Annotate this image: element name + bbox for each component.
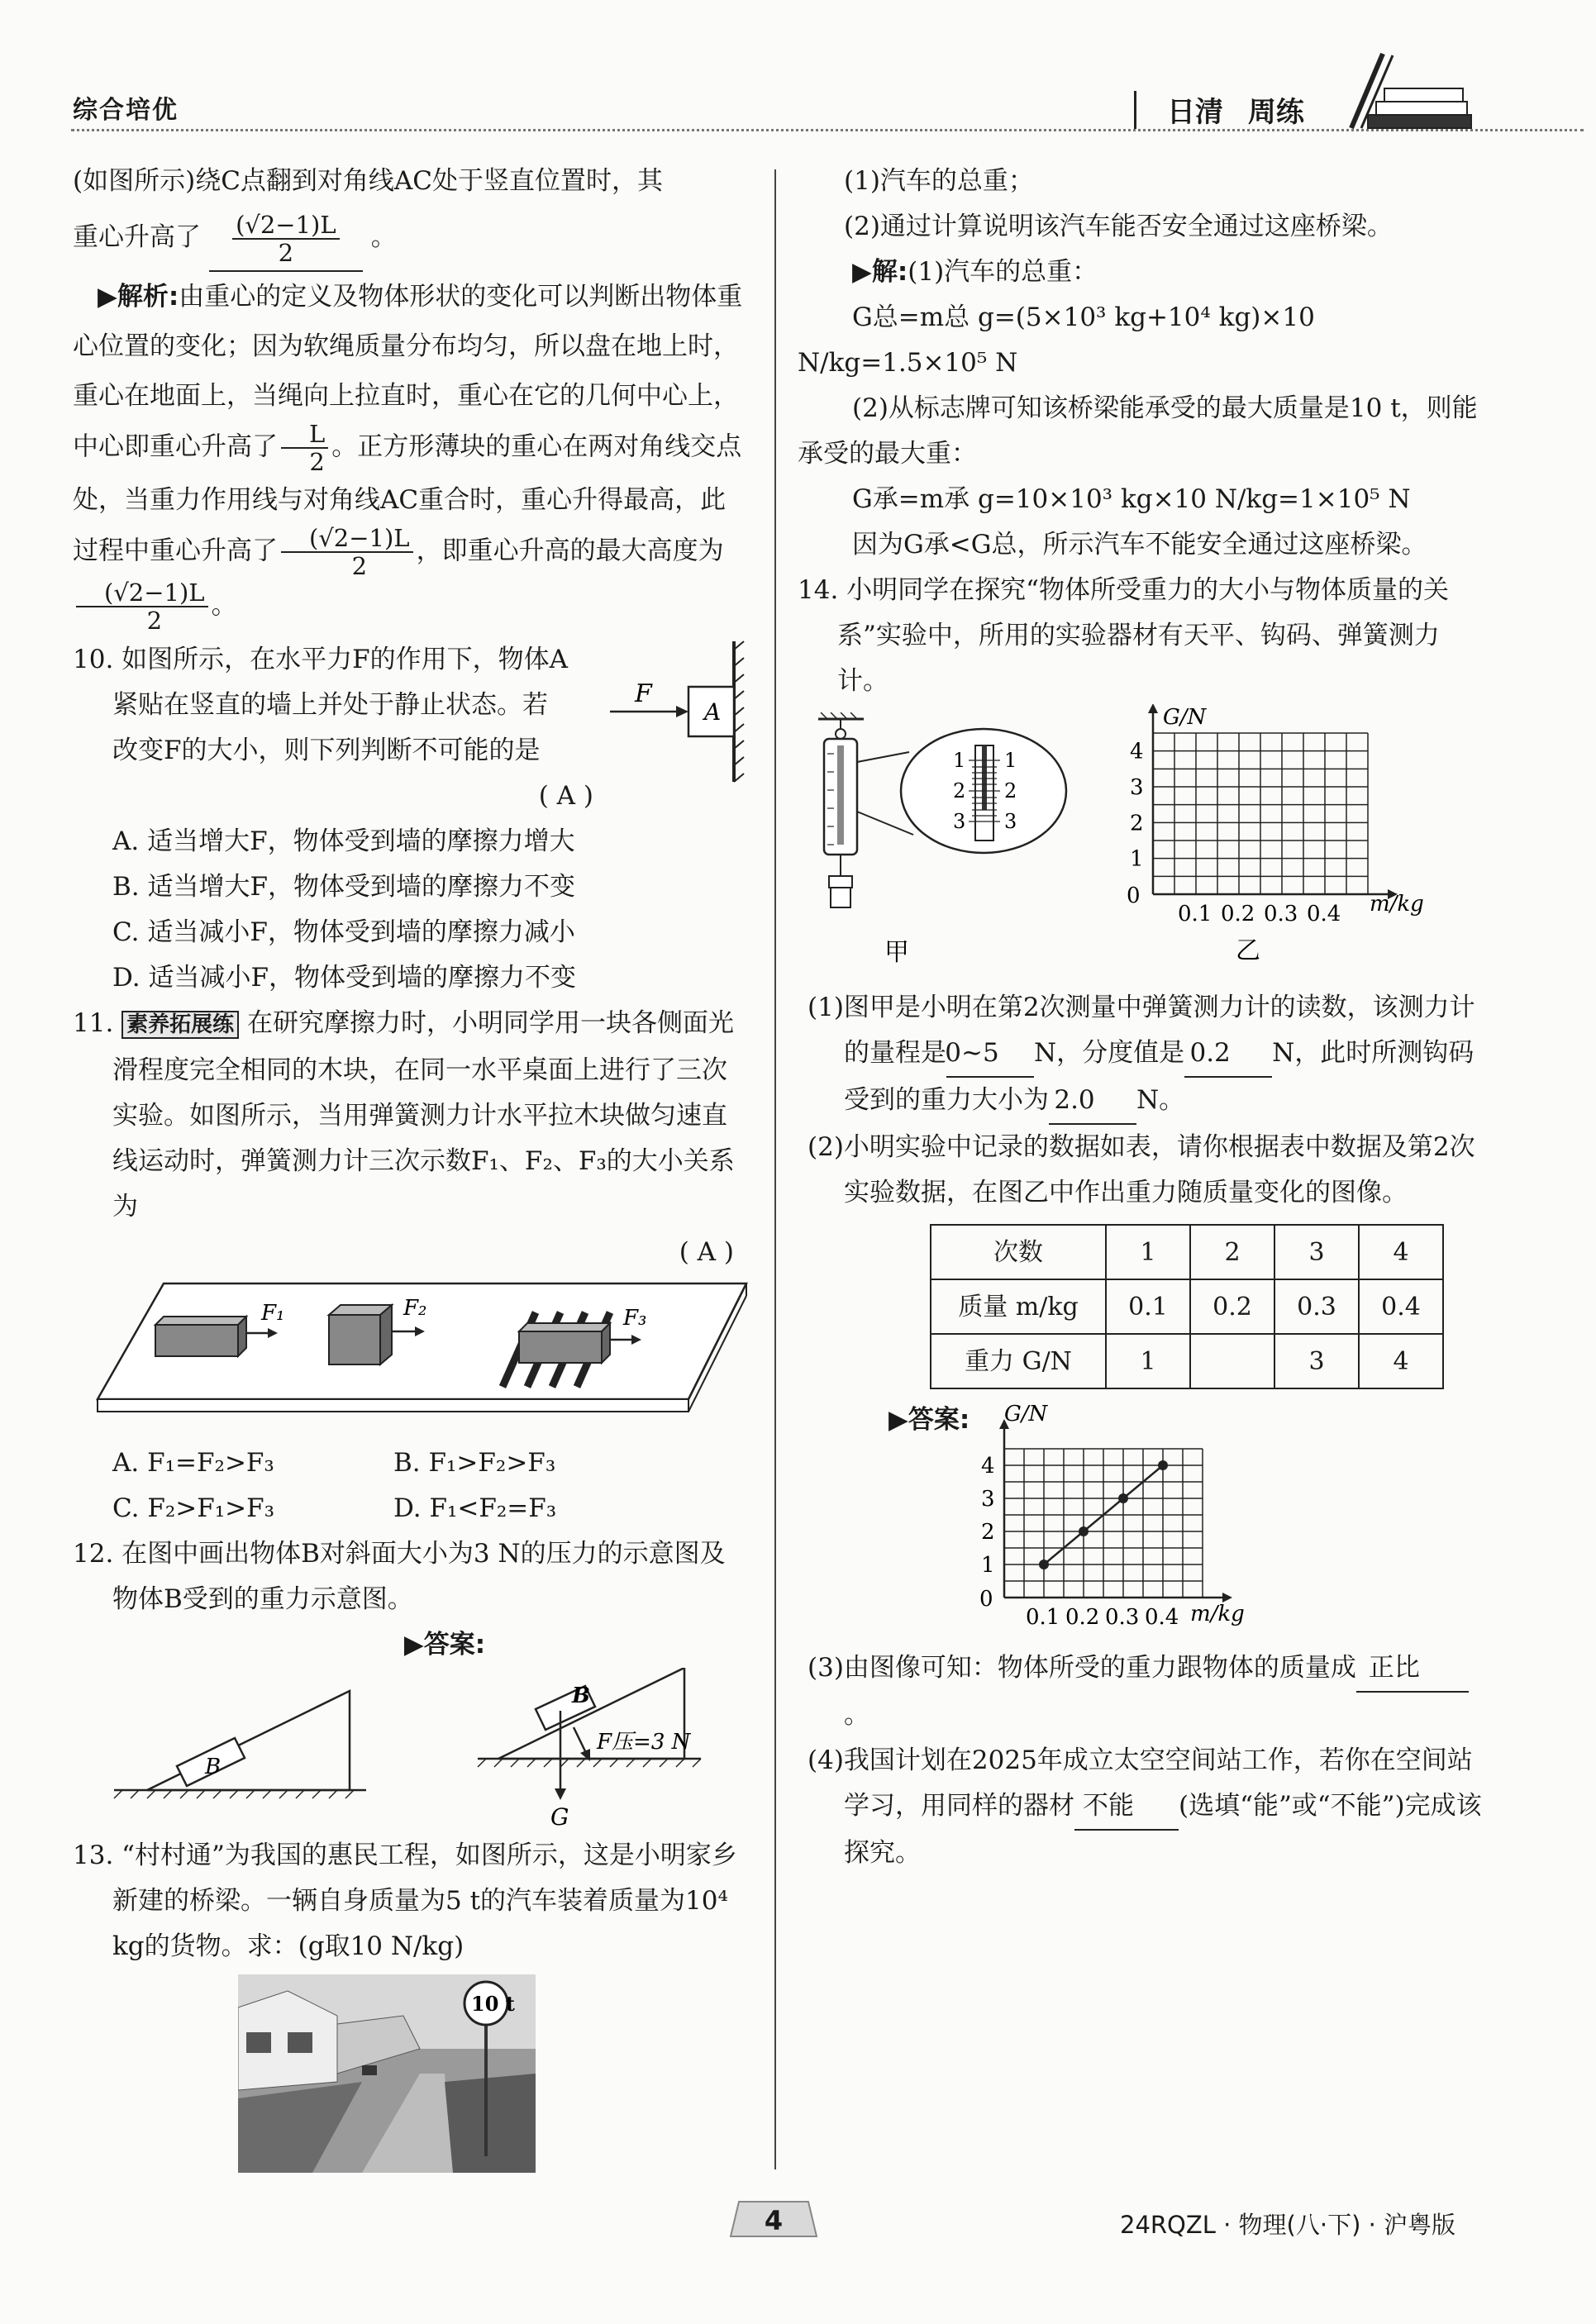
q14-yi-ylabel: G/N: [1163, 705, 1207, 730]
q10-stem-1: 10. 如图所示，在水平力F的作用下，物体A: [73, 645, 569, 674]
q14-yi-origin: 0: [1127, 883, 1141, 908]
svg-text:1: 1: [953, 749, 966, 772]
q12-right-block-label: B: [572, 1683, 590, 1708]
q13-solution-line4: G承=m承 g=10×10³ kg×10 N/kg=1×10⁵ N: [852, 484, 1411, 514]
footer-series: 24RQZL · 物理(八·下) · 沪粤版: [1120, 2211, 1456, 2239]
table-row: 次数 1 2 3 4: [931, 1225, 1443, 1279]
q10-force-label: F: [635, 679, 652, 708]
svg-text:3: 3: [1004, 810, 1017, 833]
q10-option-a: A. 适当增大F，物体受到墙的摩擦力增大: [112, 826, 575, 856]
svg-text:2: 2: [953, 779, 966, 802]
svg-text:1: 1: [1004, 749, 1017, 772]
q14-figures: [798, 704, 1484, 985]
q14-proportional-answer: 正比: [1356, 1645, 1469, 1693]
q14-ans-x-tick: 0.3: [1105, 1605, 1140, 1630]
column-divider: [774, 169, 776, 2169]
q12-incline-figure: [73, 1668, 750, 1833]
q14-ans-y-tick: 1: [981, 1553, 995, 1578]
q14-space-answer: 不能: [1074, 1783, 1179, 1831]
table-row: 重力 G/N 1 3 4: [931, 1334, 1443, 1388]
analysis-label: ▶解析:: [98, 282, 179, 312]
q9-analysis: ▶解析:由重心的定义及物体形状的变化可以判断出物体重心位置的变化；因为软绳质量分布均匀，所以盘在地上时，重心在地面上，当绳向上拉直时，重心在它的几何中心上，中心即重心升高了 $\frac{L}{2}$ 。正方形薄块的重心在两对角线交点处，当重力作用线与对角线AC重合时，重心升得最高，此过程中重心升高了 $\frac{(√2-1)L}{2}$ ，即重心升高的最大高度为 $\frac{(√2-1)L}{2}$ 。: [73, 282, 743, 635]
q14-ans-y-tick: 3: [981, 1487, 995, 1512]
q14-yi-y-tick: 4: [1130, 739, 1144, 764]
right-column: [798, 159, 1484, 1876]
page-number: 4: [764, 2205, 784, 2236]
q11-friction-figure: [73, 1275, 750, 1441]
q14-part1: (1)图甲是小明在第2次测量中弹簧测力计的读数，该测力计的量程是0~5 N，分度值是 0.2 N，此时所测钩码受到的重力大小为 2.0 N。: [798, 985, 1484, 1125]
q12-stem: 12. 在图中画出物体B对斜面大小为3 N的压力的示意图及物体B受到的重力示意图。: [73, 1539, 726, 1614]
q14-answer-label: ▶答案:: [889, 1405, 970, 1435]
q11-tag: 素养拓展练: [121, 1011, 239, 1039]
q14-yi-x-tick: 0.4: [1307, 902, 1341, 926]
q14-ans-data-point: [1079, 1526, 1089, 1536]
q11-option-a: A. F₁=F₂>F₃: [112, 1448, 274, 1478]
q12-left-block-label: B: [205, 1755, 222, 1779]
svg-text:3: 3: [953, 810, 966, 833]
q14-data-table: [930, 1224, 1444, 1389]
q14-stem: 14. 小明同学在探究“物体所受重力的大小与物体质量的关系”实验中，所用的实验器材有天平、钩码、弹簧测力计。: [798, 575, 1449, 696]
q12-block: [73, 1531, 750, 1833]
q14-yi-x-tick: 0.2: [1221, 902, 1255, 926]
q13-bridge-photo: [238, 1974, 536, 2173]
q14-range-answer: 0~5: [946, 1031, 1034, 1078]
q14-ans-y-tick: 4: [981, 1454, 995, 1479]
q14-fig-yi-label: 乙: [1236, 936, 1260, 965]
q13-stem: 13. “村村通”为我国的惠民工程，如图所示，这是小明家乡新建的桥梁。一辆自身质量为5 t的汽车装着质量为10⁴ kg的货物。求：(g取10 N/kg): [73, 1841, 737, 1961]
q10-option-d: D. 适当减小F，物体受到墙的摩擦力不变: [112, 963, 576, 993]
header-separator: [1134, 91, 1136, 129]
q13-solution-line2: G总=m总 g=(5×10³ kg+10⁴ kg)×10 N/kg=1.5×10⁵ N: [798, 302, 1315, 378]
q14-division-answer: 0.2: [1184, 1031, 1272, 1078]
svg-text:2: 2: [1004, 779, 1017, 802]
q14-ans-ylabel: G/N: [1004, 1402, 1048, 1426]
q11-f1-label: F₁: [261, 1301, 285, 1326]
q10-stem-3: 改变F的大小，则下列判断不可能的是: [112, 736, 541, 765]
q11-option-d: D. F₁<F₂=F₃: [393, 1493, 557, 1523]
q13-sign-label: 10 t: [471, 1992, 515, 2016]
header-rule: [71, 129, 1584, 131]
q14-ans-x-tick: 0.4: [1145, 1605, 1179, 1630]
q14-answer-chart: [963, 1398, 1260, 1637]
q14-ans-data-point: [1118, 1493, 1128, 1503]
q14-ans-x-tick: 0.1: [1026, 1605, 1060, 1630]
q14-ans-data-point: [1158, 1460, 1168, 1470]
q12-gravity-label: G: [550, 1803, 569, 1831]
q10-block-a-label: A: [704, 698, 722, 726]
q11-option-b: B. F₁>F₂>F₃: [393, 1448, 556, 1478]
q14-answer-chart-block: [798, 1398, 1484, 1645]
q10-stem-2: 紧贴在竖直的墙上并处于静止状态。若: [112, 690, 548, 720]
q10-option-b: B. 适当增大F，物体受到墙的摩擦力不变: [112, 872, 575, 902]
q10-answer: ( A ): [538, 781, 593, 811]
q11-answer: ( A ): [679, 1237, 734, 1267]
q10-option-c: C. 适当减小F，物体受到墙的摩擦力减小: [112, 917, 575, 947]
q13-part1: (1)汽车的总重；: [844, 166, 1034, 196]
q14-fig-jia-label: 甲: [884, 938, 909, 967]
q14-yi-y-tick: 3: [1130, 775, 1144, 800]
q9-cont-line2: 重心升高了 $\frac{(√2-1)L}{2}$ 。: [73, 204, 750, 272]
left-column: [73, 159, 750, 2173]
header-right-title: 日清 周练: [1167, 96, 1304, 129]
q13-solution-line5: 因为G承<G总，所示汽车不能安全通过这座桥梁。: [852, 530, 1427, 560]
q14-ans-data-point: [1039, 1560, 1049, 1569]
q13-solution-label: ▶解:(1)汽车的总重：: [852, 257, 1098, 287]
q11-stem: 11. 素养拓展练 在研究摩擦力时，小明同学用一块各侧面光滑程度完全相同的木块，在同一水平桌面上进行了三次实验。如图所示，当用弹簧测力计水平拉木块做匀速直线运动时，弹簧测力计三次示数F₁、F₂、F₃的大小关系为: [73, 1008, 735, 1222]
q14-yi-x-tick: 0.3: [1264, 902, 1298, 926]
q14-empty-grid-chart: [1112, 704, 1459, 977]
q14-yi-y-tick: 2: [1130, 811, 1144, 836]
q14-yi-y-arrow: [1148, 704, 1158, 713]
q14-ans-y-tick: 2: [981, 1520, 995, 1545]
q13-solution-line3: (2)从标志牌可知该桥梁能承受的最大质量是10 t，则能承受的最大重：: [798, 393, 1478, 469]
q11-f2-label: F₂: [403, 1296, 427, 1321]
q13-block: [73, 1833, 750, 2173]
q14-part3: (3)由图像可知：物体所受的重力跟物体的质量成 正比。: [798, 1645, 1484, 1738]
q13-part2: (2)通过计算说明该汽车能否安全通过这座桥梁。: [844, 212, 1393, 241]
q11-options: [73, 1441, 750, 1531]
q10-block: [73, 637, 750, 1001]
q14-spring-scale-figure: [806, 712, 1070, 977]
books-pen-icon: [1343, 45, 1475, 132]
q11-option-c: C. F₂>F₁>F₃: [112, 1493, 275, 1523]
q14-ans-origin: 0: [979, 1587, 993, 1612]
q14-weight-answer: 2.0: [1049, 1078, 1136, 1125]
header-left-title: 综合培优: [73, 96, 179, 125]
q11-block: [73, 1001, 750, 1531]
q9-answer-blank: $\frac{(√2-1)L}{2}$: [209, 204, 363, 272]
q12-pressure-label: F压=3 N: [597, 1730, 691, 1755]
q14-ans-x-tick: 0.2: [1065, 1605, 1100, 1630]
q14-yi-y-tick: 1: [1130, 846, 1144, 872]
q10-wall-figure: [593, 637, 746, 786]
q14-yi-x-tick: 0.1: [1178, 902, 1212, 926]
table-row: 质量 m/kg 0.1 0.2 0.3 0.4: [931, 1279, 1443, 1334]
q14-ans-xlabel: m/kg: [1190, 1602, 1245, 1626]
q14-part4: (4)我国计划在2025年成立太空空间站工作，若你在空间站学习，用同样的器材 不能 (选填“能”或“不能”)完成该探究。: [808, 1745, 1482, 1868]
q11-f3-label: F₃: [623, 1306, 647, 1331]
q14-part2: (2)小明实验中记录的数据如表，请你根据表中数据及第2次实验数据，在图乙中作出重力随质量变化的图像。: [808, 1132, 1475, 1207]
q12-answer-label: ▶答案:: [403, 1630, 486, 1660]
q9-cont-line1: (如图所示)绕C点翻到对角线AC处于竖直位置时，其: [73, 166, 664, 196]
q14-yi-xlabel: m/kg: [1370, 892, 1424, 917]
